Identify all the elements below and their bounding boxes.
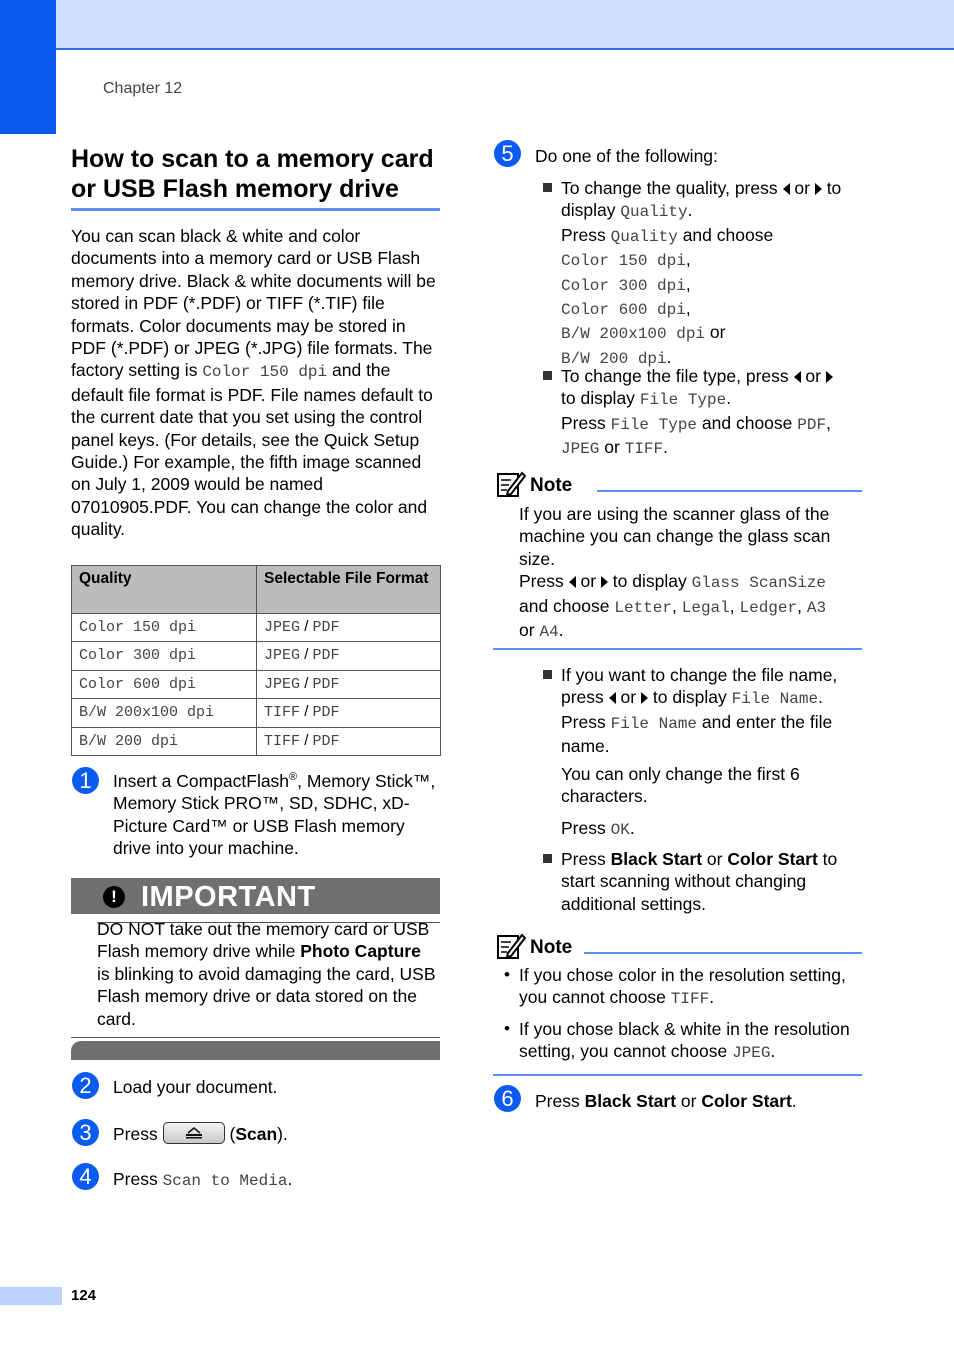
note-2-item: If you chose color in the resolution setting, you cannot choose TIFF. [519,965,846,1009]
step-3-text: Press (Scan). [113,1124,288,1144]
page-number-bar [0,1287,62,1305]
table-row: B/W 200 dpi TIFF / PDF [72,727,441,755]
right-arrow-icon [826,371,833,383]
important-bottom-bar [71,1041,440,1060]
table-row: Color 150 dpi JPEG / PDF [72,614,441,642]
bullet-marker [543,371,552,380]
cell-quality: Color 150 dpi [79,619,197,636]
note-end-rule [493,1074,862,1076]
right-arrow-icon [641,692,648,704]
press-ok: Press OK. [561,818,635,839]
left-arrow-icon [609,692,616,704]
table-row: Color 300 dpi JPEG / PDF [72,642,441,670]
quality-format-table [71,565,441,756]
note-end-rule [493,648,862,650]
step-5-text: Do one of the following: [535,146,718,166]
step-4-number: 4 [72,1163,99,1190]
bullet-marker [543,854,552,863]
left-arrow-icon [783,183,790,195]
scan-key-icon [185,1126,203,1140]
step-6-number: 6 [494,1085,521,1112]
step-1-text: Insert a CompactFlash®, Memory Stick™, Memory Stick PRO™, SD, SDHC, xD-Picture Card™ or USB Flash memory drive into your machine. [113,771,436,859]
left-arrow-icon [569,576,576,588]
step-2-number: 2 [72,1072,99,1099]
step-2-text: Load your document. [113,1077,278,1097]
important-icon: ! [103,886,125,908]
table-header-format: Selectable File Format [257,566,441,614]
bullet-quality: To change the quality, press or to display Quality. Press Quality and choose Color 150 dpi, Color 300 dpi, Color 600 dpi, B/W 200x100 dpi or B/W 200 dpi. [561,178,842,368]
cell-quality: Color 600 dpi [79,675,197,693]
cell-quality: B/W 200 dpi [79,732,179,750]
important-divider [71,1037,440,1038]
bullet-file-name: If you want to change the file name, press or to display File Name. Press File Name and enter the file name. [561,665,838,757]
chapter-label: Chapter 12 [103,80,183,97]
table-row: Color 600 dpi JPEG / PDF [72,670,441,698]
important-title: IMPORTANT [141,881,316,913]
step-4-text: Press Scan to Media. [113,1169,293,1190]
left-arrow-icon [794,371,801,383]
step-6-text: Press Black Start or Color Start. [535,1091,797,1111]
file-name-limit: You can only change the first 6 characters. [561,764,800,807]
chapter-tab [0,0,56,134]
note-title: Note [530,937,573,958]
step-5-number: 5 [494,140,521,167]
scan-key [163,1122,225,1144]
right-arrow-icon [601,576,608,588]
right-arrow-icon [815,183,822,195]
bullet-file-type: To change the file type, press or to display File Type. Press File Type and choose PDF, JPEG or TIFF. [561,366,831,459]
step-1-number: 1 [72,767,99,794]
table-row: B/W 200x100 dpi TIFF / PDF [72,699,441,727]
important-text: DO NOT take out the memory card or USB Flash memory drive while Photo Capture is blinking to avoid damaging the card, USB Flash memory drive or data stored on the card. [97,919,436,1029]
note-title: Note [530,475,573,496]
note-icon [496,931,526,961]
page-number: 124 [71,1287,97,1304]
intro-paragraph: You can scan black & white and color documents into a memory card or USB Flash memory drive. Black & white documents will be stored in PDF (*.PDF) or TIFF (*.TIF) file formats. Color documents may be stored in PDF (*.PDF) or JPEG (*.JPG) file formats. The factory setting is Color 150 dpi and the default file format is PDF. File names default to the current date that you set using the control panel keys. (For details, see the Quick Setup Guide.) For example, the fifth image scanned on July 1, 2009 would be named 07010905.PDF. You can change the color and quality. [71,226,436,540]
note-1-text: If you are using the scanner glass of the machine you can change the glass scan size. Press or to display Glass ScanSize and choose Letter, Legal, Ledger, A3 or A4. [519,504,831,642]
table-header-quality: Quality [72,566,257,614]
title-rule [71,208,440,211]
note-icon [496,469,526,499]
bullet-dot: • [504,1019,510,1038]
bullet-marker [543,183,552,192]
note-2-item: If you chose black & white in the resolution setting, you cannot choose JPEG. [519,1019,850,1063]
cell-quality: Color 300 dpi [79,647,197,665]
section-title: How to scan to a memory card or USB Flash memory drive [71,145,434,203]
note-rule [597,490,862,492]
bullet-marker [543,670,552,679]
bullet-dot: • [504,965,510,984]
cell-quality: B/W 200x100 dpi [79,704,215,722]
step-3-number: 3 [72,1119,99,1146]
note-rule [584,952,862,954]
header-band [0,0,954,50]
bullet-start: Press Black Start or Color Start to start scanning without changing additional settings. [561,849,838,914]
